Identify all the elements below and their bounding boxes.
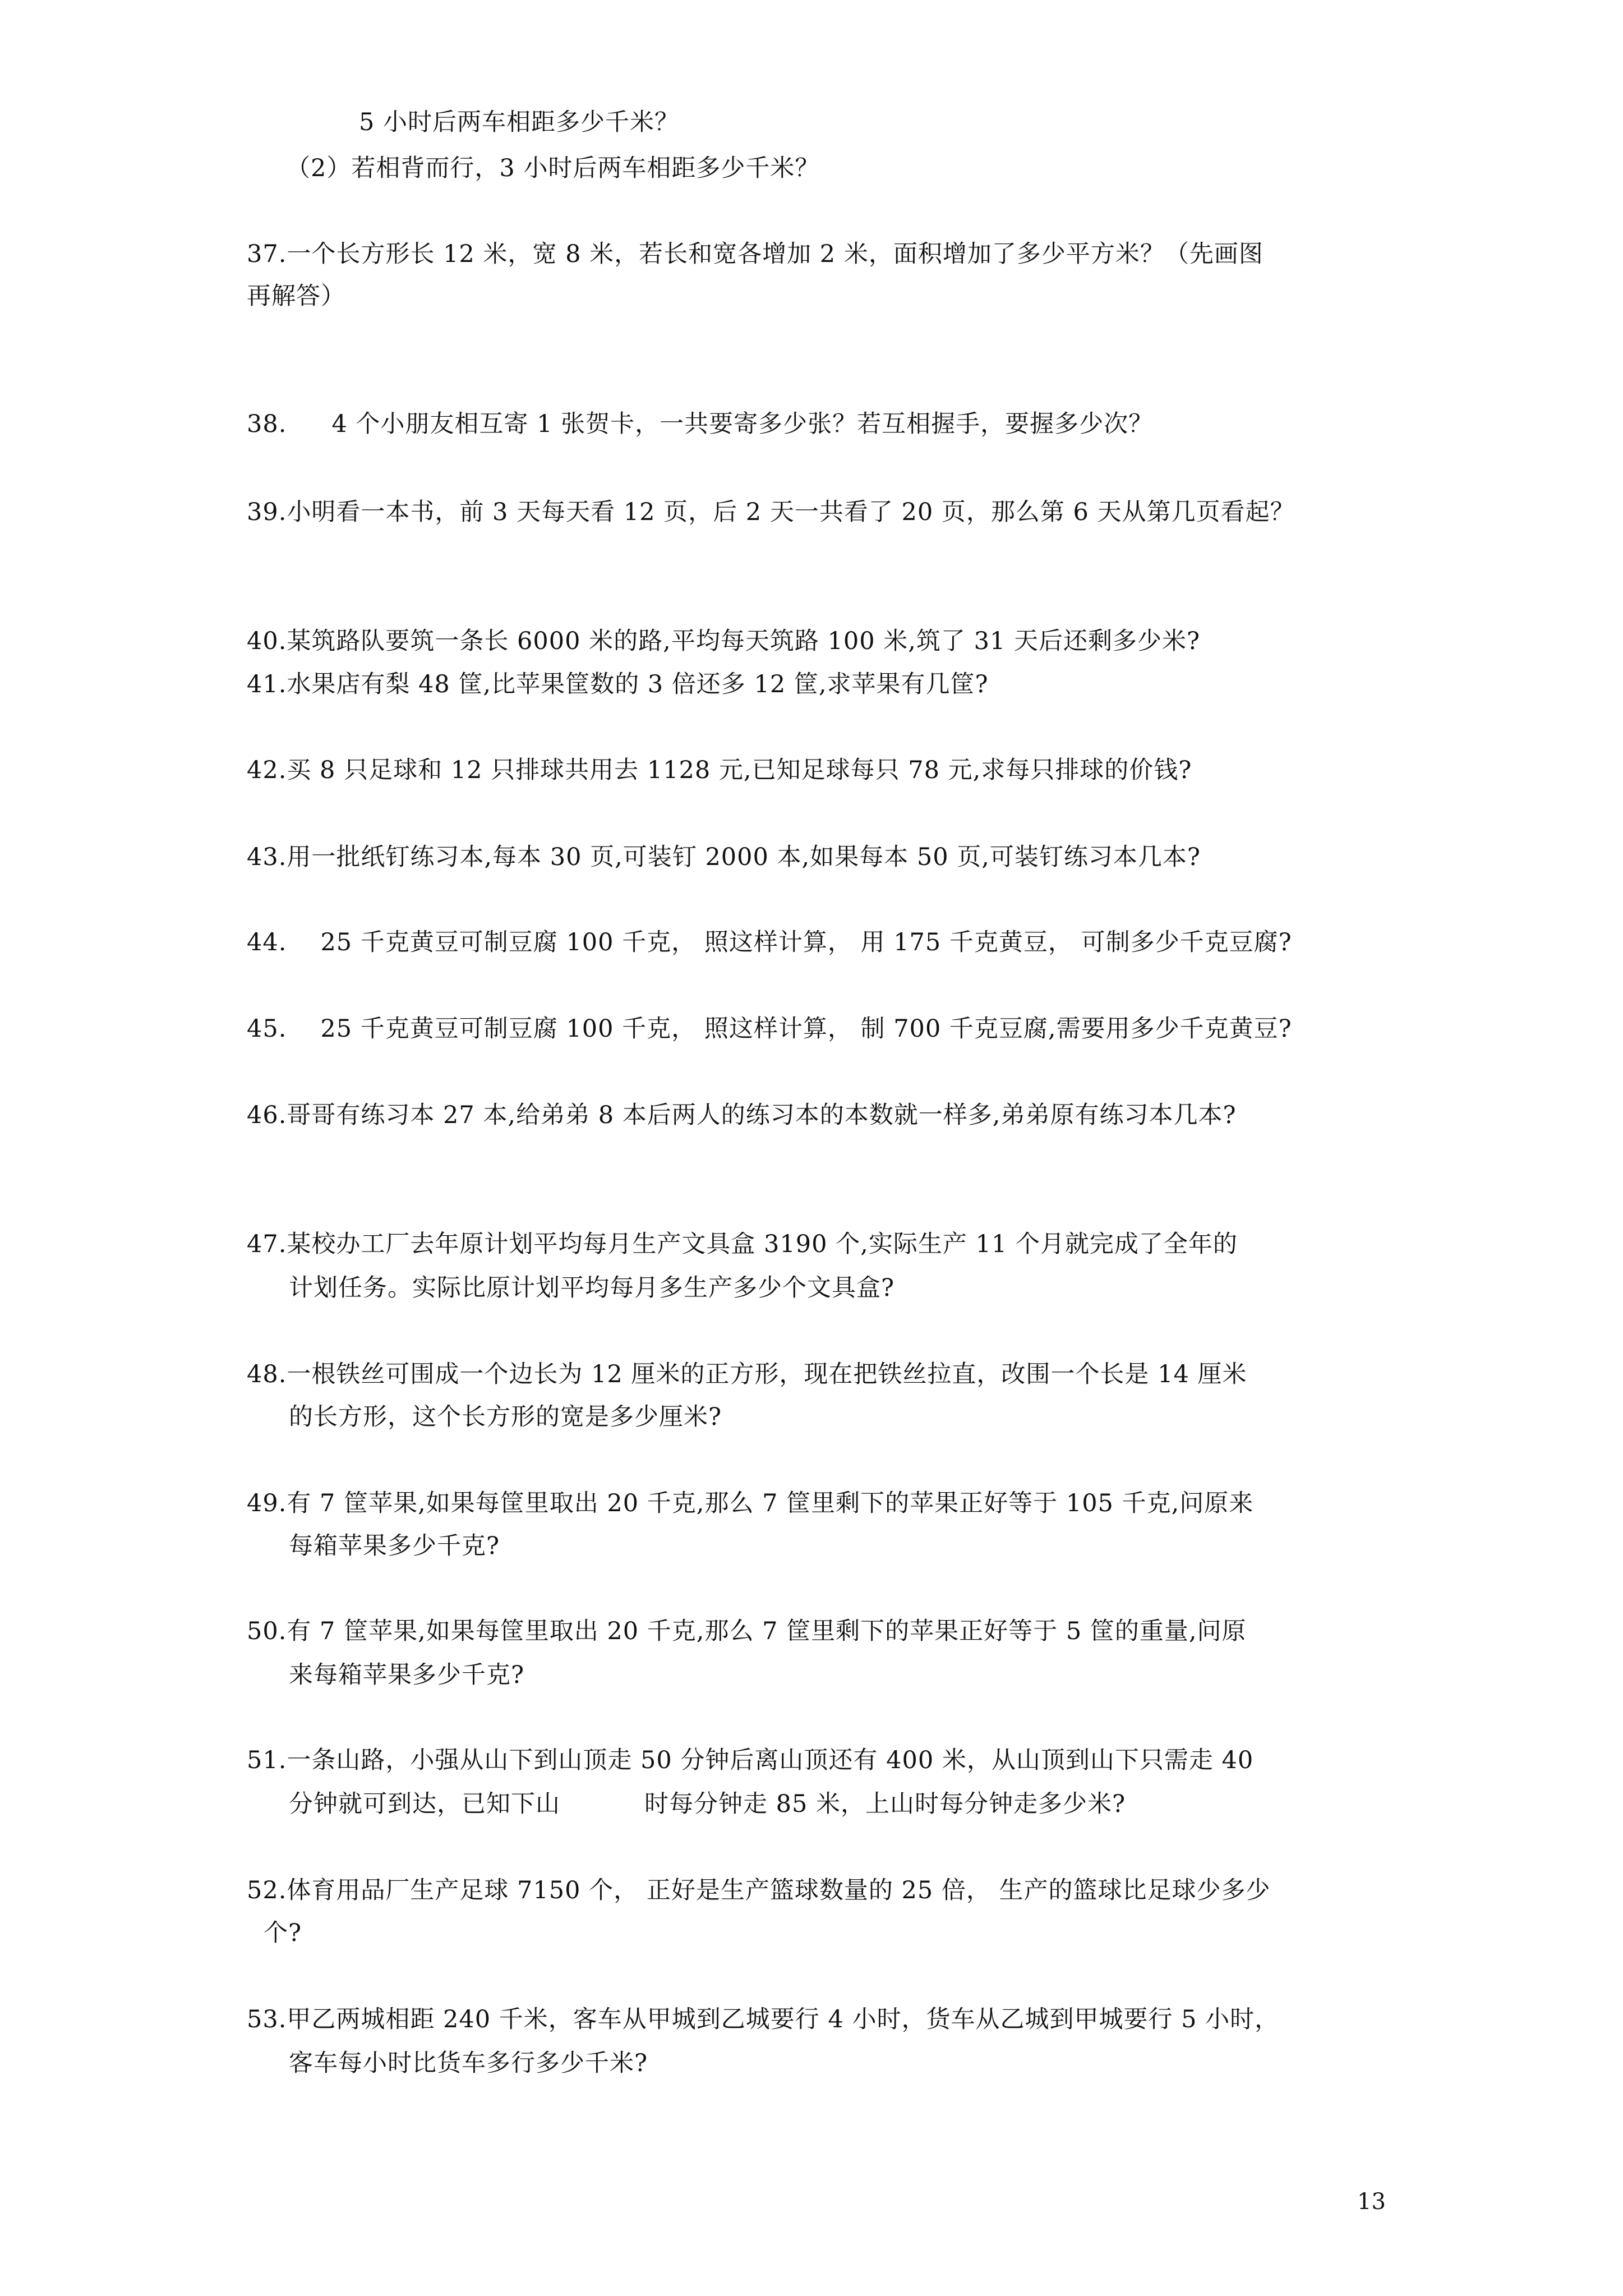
problem-51-line-2 xyxy=(289,1788,1126,1820)
problem-51-line-1: 51.一条山路，小强从山下到山顶走 50 分钟后离山顶还有 400 米，从山顶到山下只需走 40 xyxy=(247,1746,1254,1774)
problem-44 xyxy=(247,927,1292,958)
problem-44-text: 25 千克黄豆可制豆腐 100 千克， 照这样计算， 用 175 千克黄豆， 可制多少千克豆腐? xyxy=(320,928,1292,956)
problem-50-line-2: 来每箱苹果多少千克? xyxy=(289,1661,525,1689)
problem-44-number: 44. xyxy=(247,928,287,956)
problem-37-line-1: 37.一个长方形长 12 米，宽 8 米，若长和宽各增加 2 米，面积增加了多少平方米？（先画图 xyxy=(247,240,1264,268)
problem-36-part-2: （2）若相背而行，3 小时后两车相距多少千米？ xyxy=(286,154,820,182)
problem-53-line-2: 客车每小时比货车多行多少千米? xyxy=(289,2049,648,2077)
problem-36-line-2: 5 小时后两车相距多少千米？ xyxy=(359,108,680,136)
problem-47-line-1: 47.某校办工厂去年原计划平均每月生产文具盒 3190 个,实际生产 11 个月就完成了全年的 xyxy=(247,1230,1238,1258)
problem-49-line-2: 每箱苹果多少千克? xyxy=(289,1532,500,1560)
problem-49-line-1: 49.有 7 筐苹果,如果每筐里取出 20 千克,那么 7 筐里剩下的苹果正好等于 105 千克,问原来 xyxy=(247,1489,1254,1517)
problem-51-line-2-part-b: 时每分钟走 85 米，上山时每分钟走多少米? xyxy=(644,1790,1126,1818)
problem-45 xyxy=(247,1013,1292,1045)
problem-37-line-2: 再解答） xyxy=(247,282,345,310)
problem-46: 46.哥哥有练习本 27 本,给弟弟 8 本后两人的练习本的本数就一样多,弟弟原有练习本几本? xyxy=(247,1101,1237,1129)
problem-39: 39.小明看一本书，前 3 天每天看 12 页，后 2 天一共看了 20 页，那么第 6 天从第几页看起？ xyxy=(247,498,1295,526)
problem-48-line-1: 48.一根铁丝可围成一个边长为 12 厘米的正方形，现在把铁丝拉直，改围一个长是 14 厘米 xyxy=(247,1360,1247,1388)
problem-45-number: 45. xyxy=(247,1015,287,1043)
problem-43: 43.用一批纸钉练习本,每本 30 页,可装钉 2000 本,如果每本 50 页,可装钉练习本几本? xyxy=(247,843,1201,871)
problem-48-line-2: 的长方形，这个长方形的宽是多少厘米? xyxy=(289,1403,722,1431)
problem-38-text: 4 个小朋友相互寄 1 张贺卡，一共要寄多少张？若互相握手，要握多少次？ xyxy=(331,410,1154,438)
problem-51-line-2-part-a: 分钟就可到达，已知下山 xyxy=(289,1790,560,1818)
problem-42: 42.买 8 只足球和 12 只排球共用去 1128 元,已知足球每只 78 元,求每只排球的价钱? xyxy=(247,756,1192,784)
problem-45-text: 25 千克黄豆可制豆腐 100 千克， 照这样计算， 制 700 千克豆腐,需要用多少千克黄豆? xyxy=(320,1015,1292,1043)
problem-47-line-2: 计划任务。实际比原计划平均每月多生产多少个文具盒? xyxy=(289,1274,895,1302)
problem-38 xyxy=(247,408,1153,440)
problem-52-line-2: 个? xyxy=(264,1919,302,1947)
problem-38-number: 38. xyxy=(247,410,287,438)
problem-40: 40.某筑路队要筑一条长 6000 米的路,平均每天筑路 100 米,筑了 31 天后还剩多少米? xyxy=(247,627,1201,655)
problem-41: 41.水果店有梨 48 筐,比苹果筐数的 3 倍还多 12 筐,求苹果有几筐? xyxy=(247,670,989,698)
problem-53-line-1: 53.甲乙两城相距 240 千米，客车从甲城到乙城要行 4 小时，货车从乙城到甲城要行 5 小时， xyxy=(247,2005,1280,2033)
problem-52-line-1: 52.体育用品厂生产足球 7150 个， 正好是生产篮球数量的 25 倍， 生产的篮球比足球少多少 xyxy=(247,1876,1271,1904)
problem-50-line-1: 50.有 7 筐苹果,如果每筐里取出 20 千克,那么 7 筐里剩下的苹果正好等于 5 筐的重量,问原 xyxy=(247,1617,1247,1645)
page-number: 13 xyxy=(1357,2189,1386,2215)
